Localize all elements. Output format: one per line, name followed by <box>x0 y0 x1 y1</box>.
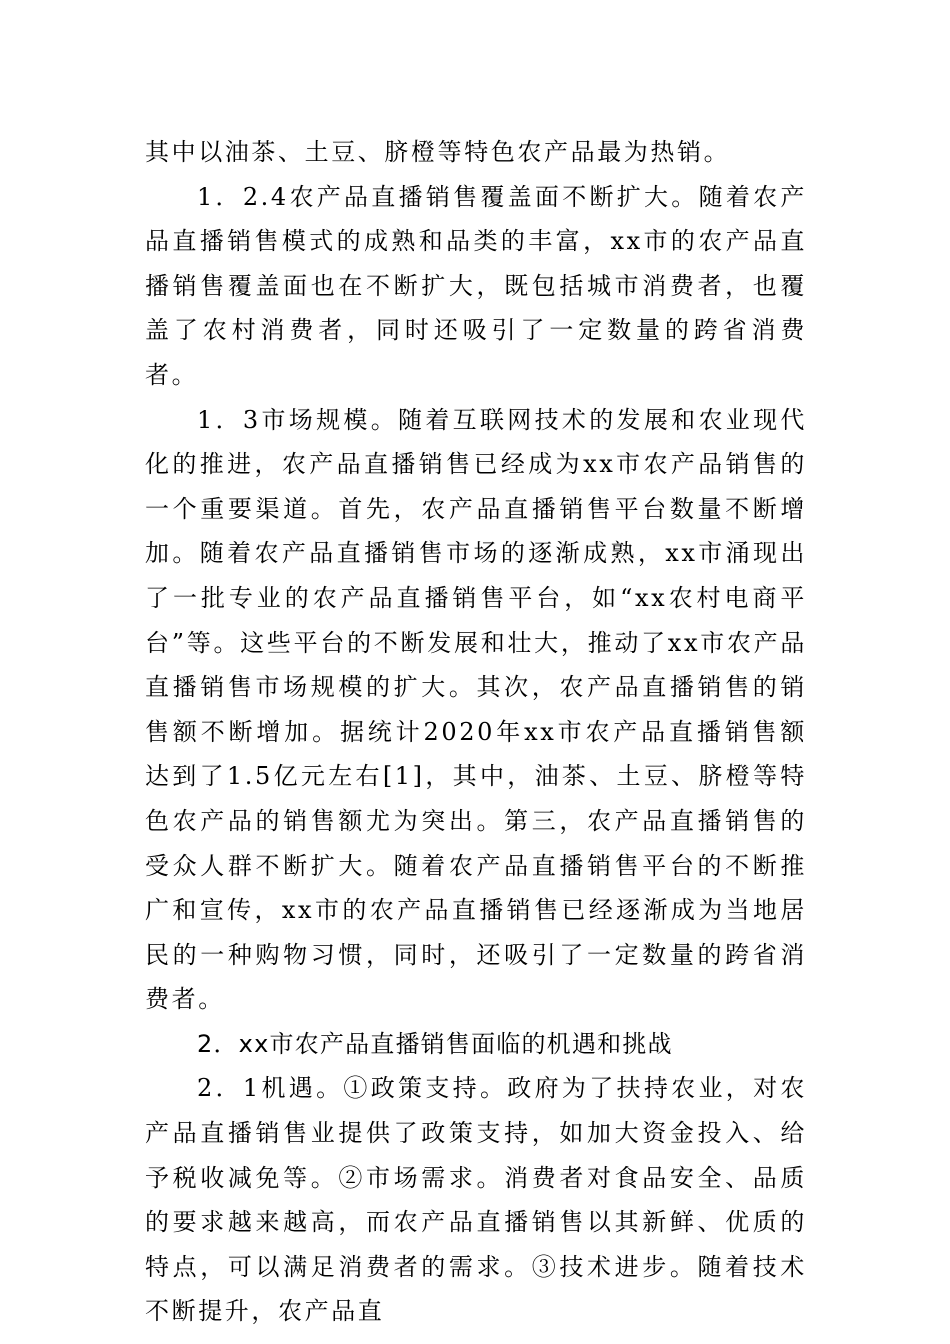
paragraph-2-1-opportunities: 2．1机遇。①政策支持。政府为了扶持农业，对农产品直播销售业提供了政策支持，如加大资金投入、给予税收减免等。②市场需求。消费者对食品安全、品质的要求越来越高，而农产品直播销售以其新鲜、优质的特点，可以满足消费者的需求。③技术进步。随着技术不断提升，农产品直 <box>145 1074 807 1326</box>
paragraph-1-2-4-coverage: 1．2.4农产品直播销售覆盖面不断扩大。随着农产品直播销售模式的成熟和品类的丰富，xx市的农产品直播销售覆盖面也在不断扩大，既包括城市消费者，也覆盖了农村消费者，同时还吸引了一定数量的跨省消费者。 <box>145 182 807 389</box>
document-body <box>145 130 807 1334</box>
section-heading-2: 2．xx市农产品直播销售面临的机遇和挑战 <box>197 1029 673 1058</box>
paragraph-continuation: 其中以油茶、土豆、脐橙等特色农产品最为热销。 <box>145 138 731 166</box>
paragraph-1-3-market-scale: 1．3市场规模。随着互联网技术的发展和农业现代化的推进，农产品直播销售已经成为xx市农产品销售的一个重要渠道。首先，农产品直播销售平台数量不断增加。随着农产品直播销售市场的逐渐成熟，xx市涌现出了一批专业的农产品直播销售平台，如“xx农村电商平台”等。这些平台的不断发展和壮大，推动了xx市农产品直播销售市场规模的扩大。其次，农产品直播销售的销售额不断增加。据统计2020年xx市农产品直播销售额达到了1.5亿元左右[1]，其中，油茶、土豆、脐橙等特色农产品的销售额尤为突出。第三，农产品直播销售的受众人群不断扩大。随着农产品直播销售平台的不断推广和宣传，xx市的农产品直播销售已经逐渐成为当地居民的一种购物习惯，同时，还吸引了一定数量的跨省消费者。 <box>145 405 807 1014</box>
